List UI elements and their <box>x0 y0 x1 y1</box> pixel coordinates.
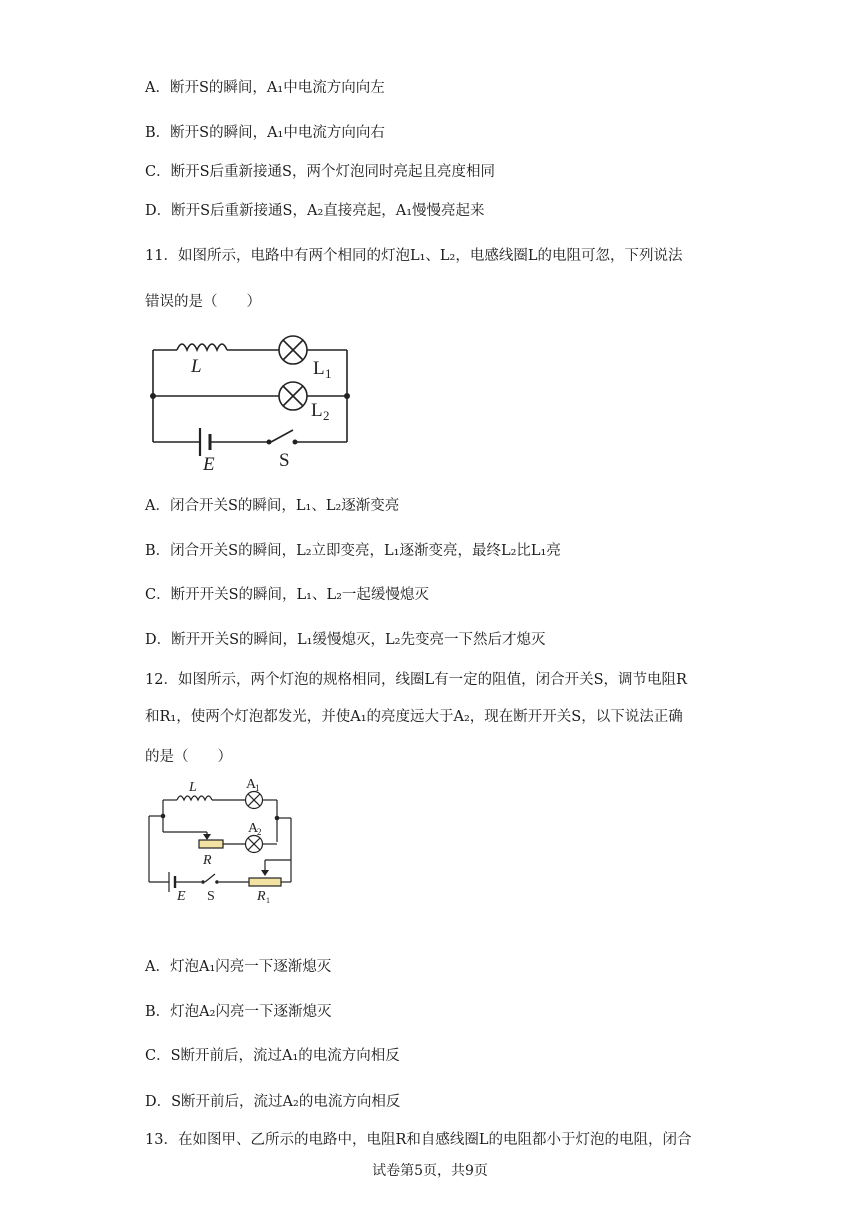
q11-label-lamp1-sub: 1 <box>325 366 332 381</box>
q12-label-rheostat-sub: 1 <box>266 896 270 905</box>
q12-label-lamp2-sub: 2 <box>257 827 262 837</box>
q12-label-resistor: R <box>203 853 212 868</box>
q10-option-b: B．断开S的瞬间，A₁中电流方向向右 <box>145 125 385 141</box>
q12-circuit-diagram <box>145 776 310 906</box>
q11-label-lamp2-sub: 2 <box>323 408 330 423</box>
q12-stem-line-3: 的是（ ） <box>145 749 232 765</box>
q12-stem-line-1: 12．如图所示，两个灯泡的规格相同，线圈L有一定的阻值，闭合开关S，调节电阻R <box>145 672 687 688</box>
q12-label-rheostat: R <box>257 889 266 904</box>
q11-option-a: A．闭合开关S的瞬间，L₁、L₂逐渐变亮 <box>145 498 400 514</box>
q13-stem-line-1: 13．在如图甲、乙所示的电路中，电阻R和自感线圈L的电阻都小于灯泡的电阻，闭合 <box>145 1132 692 1148</box>
q12-option-c: C．S断开前后，流过A₁的电流方向相反 <box>145 1048 400 1064</box>
q12-label-battery: E <box>177 889 186 904</box>
q12-option-a: A．灯泡A₁闪亮一下逐渐熄灭 <box>145 959 332 975</box>
q12-stem-line-2: 和R₁，使两个灯泡都发光，并使A₁的亮度远大于A₂，现在断开开关S，以下说法正确 <box>145 709 683 725</box>
q12-label-lamp1: A <box>246 777 257 792</box>
q11-label-lamp1: L <box>313 358 325 379</box>
q11-label-lamp2: L <box>311 400 323 421</box>
q11-option-c: C．断开开关S的瞬间，L₁、L₂一起缓慢熄灭 <box>145 587 429 603</box>
q11-stem-line-2: 错误的是（ ） <box>145 294 261 310</box>
page-footer: 试卷第5页，共9页 <box>372 1163 488 1179</box>
q12-option-b: B．灯泡A₂闪亮一下逐渐熄灭 <box>145 1004 332 1020</box>
q11-label-switch: S <box>279 450 290 471</box>
q10-option-c: C．断开S后重新接通S，两个灯泡同时亮起且亮度相同 <box>145 164 495 180</box>
q10-option-d: D．断开S后重新接通S，A₂直接亮起，A₁慢慢亮起来 <box>145 203 485 219</box>
q11-label-battery: E <box>203 454 215 475</box>
q10-option-a: A．断开S的瞬间，A₁中电流方向向左 <box>145 80 385 96</box>
q11-stem-line-1: 11．如图所示，电路中有两个相同的灯泡L₁、L₂，电感线圈L的电阻可忽，下列说法 <box>145 248 683 264</box>
q12-label-switch: S <box>207 889 215 904</box>
q11-circuit-diagram <box>145 330 360 480</box>
q12-label-coil: L <box>189 780 197 795</box>
q12-label-lamp2: A <box>248 821 259 836</box>
q11-option-d: D．断开开关S的瞬间，L₁缓慢熄灭，L₂先变亮一下然后才熄灭 <box>145 632 546 648</box>
q12-label-lamp1-sub: 1 <box>255 783 260 793</box>
q12-option-d: D．S断开前后，流过A₂的电流方向相反 <box>145 1094 401 1110</box>
q11-option-b: B．闭合开关S的瞬间，L₂立即变亮，L₁逐渐变亮，最终L₂比L₁亮 <box>145 543 561 559</box>
q11-label-coil: L <box>191 356 202 377</box>
